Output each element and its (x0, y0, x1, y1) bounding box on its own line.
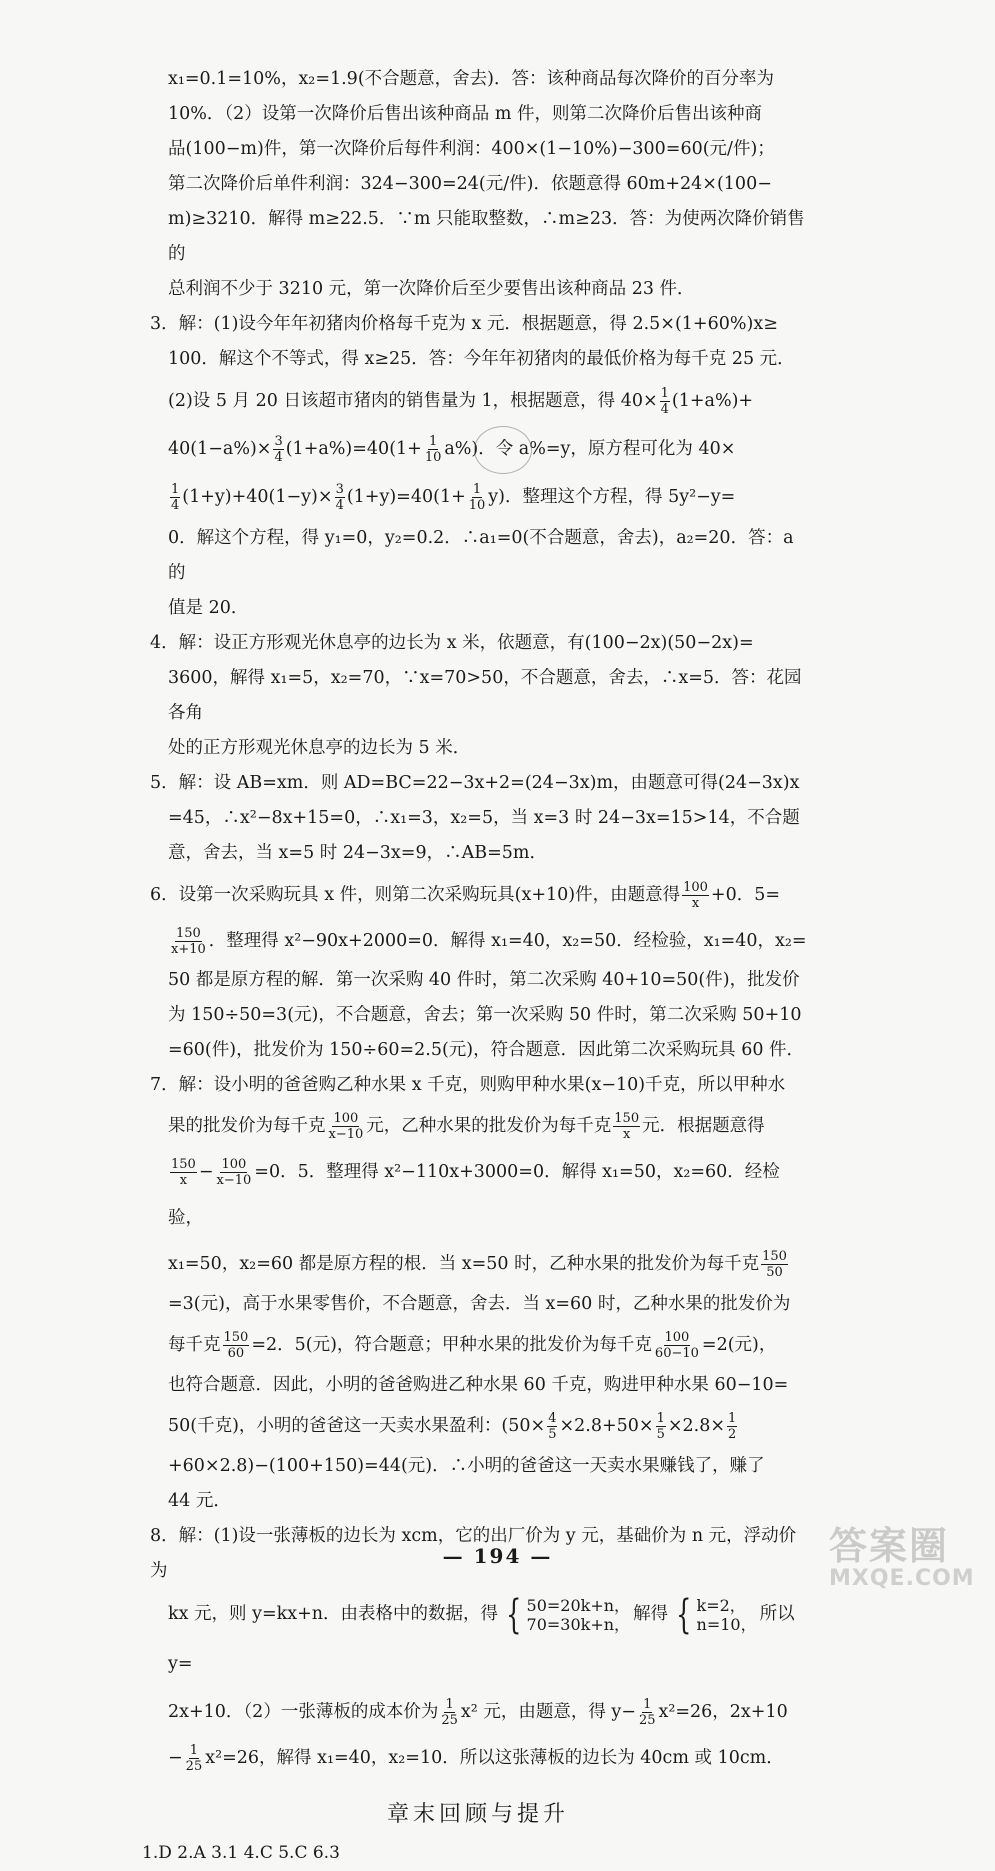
problem-5 (150, 766, 808, 871)
text-line: 5．解：设 AB=xm．则 AD=BC=22−3x+2=(24−3x)m，由题意可得(24−3x)x (150, 773, 800, 793)
page-number: — 194 — (442, 1544, 553, 1568)
fraction: $\frac{3}{4}$ (335, 482, 344, 513)
fraction: $\frac{1}{4}$ (660, 386, 669, 417)
text-line: $\frac{150}{x+10}$ ．整理得 x²−90x+2000=0．解得 x₁=40，x₂=50．经检验，x₁=40，x₂= (171, 926, 807, 957)
fraction: $\frac{4}{5}$ (548, 1411, 557, 1442)
text-line: kx 元，则 y=kx+n．由表格中的数据，得 { 50=20k+n， 70=30k+n， 解得 { k=2， n=10， 所以 y= (168, 1591, 795, 1674)
fraction: $\frac{3}{4}$ (274, 434, 283, 465)
answer-list: 1.D 2.A 3.1 4.C 5.C 6.3 (142, 1843, 340, 1863)
fraction: $\frac{1}{4}$ (171, 482, 180, 513)
text-fragment: (2)设 5 月 20 日该超市猪肉的销售量为 1，根据题意，得 40× (168, 391, 658, 411)
text-line: 意，舍去，当 x=5 时 24−3x=9，∴AB=5m． (168, 843, 547, 863)
text-line: 6．设第一次采购玩具 x 件，则第二次采购玩具(x+10)件，由题意得 $\frac{100}{x}$ +0．5= (150, 880, 781, 911)
fraction: $\frac{1}{25}$ (185, 1743, 203, 1774)
fraction: $\frac{150}{x}$ (171, 1157, 196, 1188)
text-line: 50(千克)，小明的爸爸这一天卖水果盈利：(50× $\frac{4}{5}$ ×2.8+50× $\frac{1}{5}$ ×2.8× $\frac{1}{2}$ (168, 1411, 737, 1442)
fraction: $\frac{100}{x-10}$ (328, 1111, 364, 1142)
problem-2-continued (168, 62, 808, 307)
fraction: $\frac{150}{50}$ (762, 1249, 787, 1280)
text-line: 为 150÷50=3(元)，不合题意，舍去；第一次采购 50 件时，第二次采购 50+10 (168, 1005, 802, 1025)
stamp-mark (474, 426, 532, 474)
fraction: $\frac{1}{25}$ (638, 1697, 656, 1728)
watermark-logo (829, 1515, 979, 1595)
text-line: 品(100−m)件，第一次降价后每件利润：400×(1−10%)−300=60(元/件)； (168, 139, 775, 159)
text-line: +60×2.8)−(100+150)=44(元)．∴小明的爸爸这一天卖水果赚钱了，赚了 (168, 1456, 765, 1476)
problem-6 (150, 871, 808, 1068)
text-line: 44 元． (168, 1491, 231, 1511)
text-line: =3(元)，高于水果零售价，不合题意，舍去．当 x=60 时，乙种水果的批发价为 (168, 1294, 791, 1314)
watermark-url: MXQE.COM (829, 1566, 975, 1591)
fraction: $\frac{150}{x+10}$ (171, 926, 206, 957)
text-fragment: (1+a%)+ (671, 391, 754, 411)
fraction: $\frac{100}{60-10}$ (654, 1330, 699, 1361)
text-line: 3600，解得 x₁=5，x₂=70，∵x=70>50，不合题意，舍去，∴x=5．答：花园各角 (168, 668, 802, 723)
text-line: 果的批发价为每千克 $\frac{100}{x-10}$ 元，乙种水果的批发价为每千克 $\frac{150}{x}$ 元．根据题意得 (168, 1111, 765, 1142)
text-line: 4．解：设正方形观光休息亭的边长为 x 米，依题意，有(100−2x)(50−2x)= (150, 633, 754, 653)
text-line: 50 都是原方程的解．第一次采购 40 件时，第二次采购 40+10=50(件)，批发价 (168, 970, 800, 990)
fraction: $\frac{150}{x}$ (614, 1111, 640, 1142)
fraction: $\frac{1}{10}$ (424, 434, 442, 465)
text-line: 40(1−a%)× $\frac{3}{4}$ (1+a%)=40(1+ $\frac{1}{10}$ a%)．令 a%=y，原方程可化为 40× (168, 434, 736, 465)
text-line: 值是 20． (168, 598, 249, 618)
fraction: $\frac{1}{5}$ (656, 1411, 665, 1442)
text-line: 7．解：设小明的爸爸购乙种水果 x 千克，则购甲种水果(x−10)千克，所以甲种水 (150, 1075, 786, 1095)
equation-system: { 50=20k+n， 70=30k+n， (506, 1591, 631, 1638)
problem-7 (150, 1068, 808, 1519)
fraction: $\frac{1}{10}$ (468, 482, 486, 513)
text-line: m)≥3210．解得 m≥22.5．∵m 只能取整数，∴m≥23．答：为使两次降价销售的 (168, 209, 805, 264)
text-line (150, 377, 808, 425)
text-line: 也符合题意．因此，小明的爸爸购进乙种水果 60 千克，购进甲种水果 60−10= (168, 1375, 789, 1395)
text-line: 第二次降价后单件利润：324−300=24(元/件)．依题意得 60m+24×(100− (168, 174, 772, 194)
text-line: 处的正方形观光休息亭的边长为 5 米． (168, 738, 471, 758)
text-line: 8．解：(1)设一张薄板的边长为 xcm，它的出厂价为 y 元，基础价为 n 元，浮动价为 (150, 1526, 797, 1581)
text-line: 100．解这个不等式，得 x≥25．答：今年年初猪肉的最低价格为每千克 25 元． (168, 349, 795, 369)
watermark-text: 答案圈 (829, 1524, 950, 1568)
text-line: 10%．（2）设第一次降价后售出该种商品 m 件，则第二次降价后售出该种商 (168, 104, 762, 124)
text-line: 总利润不少于 3210 元，第一次降价后至少要售出该种商品 23 件． (168, 279, 695, 299)
text-line: =60(件)，批发价为 150÷60=2.5(元)，符合题意．因此第二次采购玩具 60 件． (168, 1040, 805, 1060)
text-line: x₁=0.1=10%，x₂=1.9(不合题意，舍去)．答：该种商品每次降价的百分率为 (168, 69, 774, 89)
fraction: $\frac{100}{x-10}$ (216, 1157, 252, 1188)
text-line: =45，∴x²−8x+15=0，∴x₁=3，x₂=5，当 x=3 时 24−3x=15>14，不合题 (168, 808, 800, 828)
problem-4 (150, 626, 808, 766)
text-line: − $\frac{1}{25}$ x²=26，解得 x₁=40，x₂=10．所以这张薄板的边长为 40cm 或 10cm． (168, 1743, 784, 1774)
text-line: x₁=50，x₂=60 都是原方程的根．当 x=50 时，乙种水果的批发价为每千克 $\frac{150}{50}$ (168, 1249, 787, 1280)
text-line: 3．解：(1)设今年年初猪肉价格每千克为 x 元．根据题意，得 2.5×(1+60%)x≥ (150, 314, 778, 334)
text-line: 每千克 $\frac{150}{60}$ =2．5(元)，符合题意；甲种水果的批发价为每千克 $\frac{100}{60-10}$ =2(元)， (168, 1330, 777, 1361)
text-line: 0．解这个方程，得 y₁=0，y₂=0.2．∴a₁=0(不合题意，舍去)，a₂=20．答：a 的 (168, 528, 794, 583)
problem-3 (150, 307, 808, 626)
text-line: $\frac{150}{x}$ − $\frac{100}{x-10}$ =0．5．整理得 x²−110x+3000=0．解得 x₁=50，x₂=60．经检验， (168, 1157, 780, 1228)
fraction: $\frac{1}{2}$ (728, 1411, 737, 1442)
text-line: $\frac{1}{4}$ (1+y)+40(1−y)× $\frac{3}{4}$ (1+y)=40(1+ $\frac{1}{10}$ y)．整理这个方程，得 5y²−y= (171, 482, 736, 513)
fraction: $\frac{100}{x}$ (683, 880, 708, 911)
fraction: $\frac{1}{25}$ (441, 1697, 458, 1728)
text-line: 2x+10．（2）一张薄板的成本价为 $\frac{1}{25}$ x² 元，由题意，得 y− $\frac{1}{25}$ x²=26，2x+10 (168, 1697, 788, 1728)
chapter-title: 章末回顾与提升 (386, 1802, 569, 1827)
fraction: $\frac{150}{60}$ (223, 1330, 249, 1361)
solution-system: { k=2， n=10， (676, 1591, 757, 1638)
